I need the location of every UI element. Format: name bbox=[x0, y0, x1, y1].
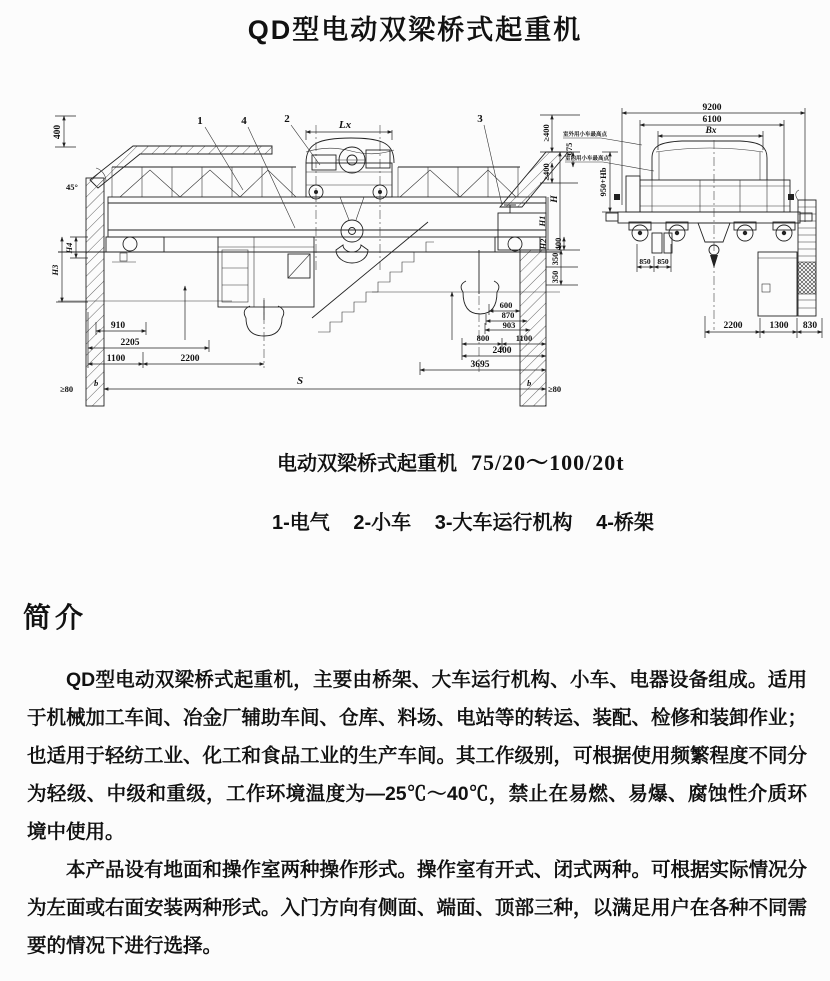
dim-400-topleft: 400 bbox=[53, 124, 63, 140]
note-indoor-trolley: 室内用小车最高点 bbox=[565, 156, 610, 162]
dim-1100-right: 1100 bbox=[515, 333, 533, 343]
legend-item-3: 3-大车运行机构 bbox=[434, 512, 573, 534]
dim-2200-side: 2200 bbox=[723, 321, 743, 331]
cab-hook bbox=[244, 298, 284, 368]
note-outdoor-trolley: 室外用小车最高点 bbox=[563, 132, 608, 138]
side-bridge-deck bbox=[606, 176, 812, 223]
dim-ge400-b: ≥400 bbox=[541, 163, 551, 181]
figure-caption bbox=[277, 446, 625, 477]
legend-item-4: 4-桥架 bbox=[596, 512, 654, 534]
page-title: QD型电动双梁桥式起重机 bbox=[247, 15, 583, 45]
dim-2400: 2400 bbox=[492, 346, 512, 356]
intro-paragraph-2: 本产品设有地面和操作室两种操作形式。操作室有开式、闭式两种。可根据实际情况分为左面或右面安装两种形式。入门方向有侧面、端面、顶部三种，以满足用户在各种不同需要的情况下进行选择。 bbox=[27, 859, 808, 957]
intro-paragraph-1: QD型电动双梁桥式起重机，主要由桥架、大车运行机构、小车、电器设备组成。适用于机械加工车间、冶金厂辅助车间、仓库、料场、电站等的转运、装配、检修和装卸作业；也适用于轻纺工业、化工和食品工业的生产车间。其工作级别，可根据使用频繁程度不同分为轻级、中级和重级，工作环境温度为—25℃～40℃，禁止在易燃、易爆、腐蚀性介质环境中使用。 bbox=[27, 669, 808, 843]
dim-2200-left: 2200 bbox=[180, 354, 200, 364]
technical-drawing bbox=[0, 0, 830, 430]
intro-heading: 简介 bbox=[23, 602, 88, 633]
dim-b-left: b bbox=[94, 378, 99, 388]
dim-850-a: 850 bbox=[639, 257, 651, 266]
legend-item-1: 1-电气 bbox=[272, 512, 330, 534]
figure-caption-name: 电动双梁桥式起重机 bbox=[277, 453, 457, 475]
dim-850-b: 850 bbox=[657, 257, 669, 266]
side-trolley bbox=[652, 141, 767, 180]
dim-6100: 6100 bbox=[702, 115, 722, 125]
side-view bbox=[563, 103, 822, 338]
dim-bx: Bx bbox=[705, 126, 717, 136]
callout-1: 1 bbox=[197, 115, 203, 127]
dim-950-hb: 950+Hb bbox=[598, 167, 608, 197]
building-left bbox=[55, 116, 272, 406]
dim-h1: H1 bbox=[537, 215, 547, 227]
callout-leaders bbox=[205, 125, 502, 228]
dim-910: 910 bbox=[110, 321, 126, 331]
dim-h: H bbox=[550, 195, 560, 203]
dim-350-a: 350 bbox=[550, 252, 560, 266]
dim-1100-left: 1100 bbox=[106, 354, 126, 364]
dim-h3: H3 bbox=[50, 264, 60, 276]
dim-ge400-top: ≥400 bbox=[541, 124, 551, 142]
side-wheels bbox=[629, 222, 795, 253]
operator-cab bbox=[218, 237, 314, 307]
dim-2205: 2205 bbox=[120, 338, 140, 348]
stairway bbox=[312, 222, 434, 332]
trolley bbox=[306, 130, 394, 199]
dim-870: 870 bbox=[501, 310, 515, 320]
dim-400-right: 400 bbox=[553, 237, 563, 251]
side-hook bbox=[698, 140, 730, 330]
dim-600: 600 bbox=[499, 300, 513, 310]
dim-ge80-right: ≥80 bbox=[548, 384, 562, 394]
callout-4: 4 bbox=[241, 115, 247, 127]
dim-ge80-left: ≥80 bbox=[60, 384, 74, 394]
dim-3695: 3695 bbox=[470, 360, 490, 370]
callout-2: 2 bbox=[284, 113, 290, 125]
figure-caption-spec: 75/20～100/20t bbox=[471, 450, 625, 475]
dim-800: 800 bbox=[476, 333, 490, 343]
dim-903: 903 bbox=[502, 320, 516, 330]
dim-350-b: 350 bbox=[550, 270, 560, 284]
dim-9200: 9200 bbox=[702, 103, 722, 113]
span-dim bbox=[104, 370, 546, 394]
dim-1300: 1300 bbox=[769, 321, 789, 331]
figure-legend bbox=[272, 506, 654, 535]
legend-item-2: 2-小车 bbox=[353, 512, 412, 534]
dim-675: 675 bbox=[564, 142, 574, 156]
callout-3: 3 bbox=[477, 113, 483, 125]
dim-h2: H2 bbox=[538, 238, 548, 250]
intro-body bbox=[27, 661, 807, 965]
dim-830: 830 bbox=[802, 321, 818, 331]
dim-b-right: b bbox=[527, 378, 532, 388]
dim-angle-45: 45° bbox=[66, 182, 78, 192]
dim-h4: H4 bbox=[64, 242, 74, 254]
dim-lx: Lx bbox=[338, 119, 352, 131]
dim-span-s: S bbox=[296, 375, 304, 387]
front-view bbox=[50, 113, 580, 406]
